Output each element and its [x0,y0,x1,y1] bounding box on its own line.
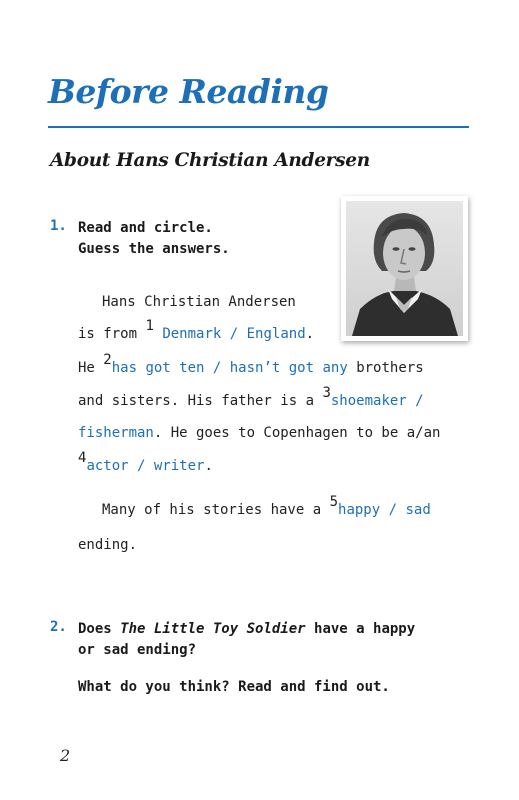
option-happy[interactable]: happy [338,502,381,518]
gap-number-5: 5 [329,494,339,510]
instruction-line-2: Guess the answers. [78,241,230,257]
text-span: brothers [347,360,424,376]
period: . [305,326,315,342]
text-span: He [78,360,104,376]
option-separator: / [380,502,406,518]
passage-line-2 [78,318,315,342]
text-span: have a happy [305,621,416,637]
passage-line-5 [78,425,440,441]
instruction-line-1: Read and circle. [78,220,213,236]
option-denmark[interactable]: Denmark [162,326,222,342]
option-hasnt-got-any[interactable]: hasn’t got any [229,360,348,376]
text-span: Does [78,621,121,637]
text-span: . He goes to Copenhagen to be a/an [153,425,441,441]
option-fisherman[interactable]: fisherman [78,425,154,441]
option-writer[interactable]: writer [153,458,205,474]
passage-line-1: Hans Christian Andersen [102,294,296,310]
question-2-line-2: or sad ending? [78,642,197,658]
gap-number-4: 4 [78,450,87,466]
question-2-line-3: What do you think? Read and find out. [78,679,390,695]
option-sad[interactable]: sad [405,502,431,518]
title-underline [48,126,469,128]
question-2-text [78,619,415,661]
option-separator: / [128,458,154,474]
option-actor[interactable]: actor [86,458,129,474]
passage-line-6 [78,450,213,474]
option-has-got-ten[interactable]: has got ten [111,360,205,376]
option-separator: / [406,393,424,409]
question-2-line-1 [78,619,415,640]
page-title: Before Reading [48,72,329,111]
text-span: is from [78,326,146,342]
option-england[interactable]: England [246,326,306,342]
gap-number-3: 3 [322,385,331,401]
period: . [204,458,213,474]
passage-line-7 [102,494,431,518]
option-separator: / [204,360,230,376]
story-title: The Little Toy Soldier [120,621,306,637]
section-subtitle: About Hans Christian Andersen [50,150,370,171]
option-shoemaker[interactable]: shoemaker [330,393,407,409]
text-span: and sisters. His father is a [78,393,323,409]
text-span: Many of his stories have a [102,502,330,518]
question-1-number: 1. [50,218,67,234]
question-1-instruction [78,218,230,260]
passage-line-3 [78,352,424,376]
question-2-number: 2. [50,619,67,635]
andersen-portrait [341,196,468,341]
gap-number-2: 2 [103,352,112,368]
gap-number-1: 1 [145,318,154,334]
option-separator: / [221,326,247,342]
page-number: 2 [60,746,71,765]
passage-line-8: ending. [78,537,138,553]
passage-line-4 [78,385,424,409]
